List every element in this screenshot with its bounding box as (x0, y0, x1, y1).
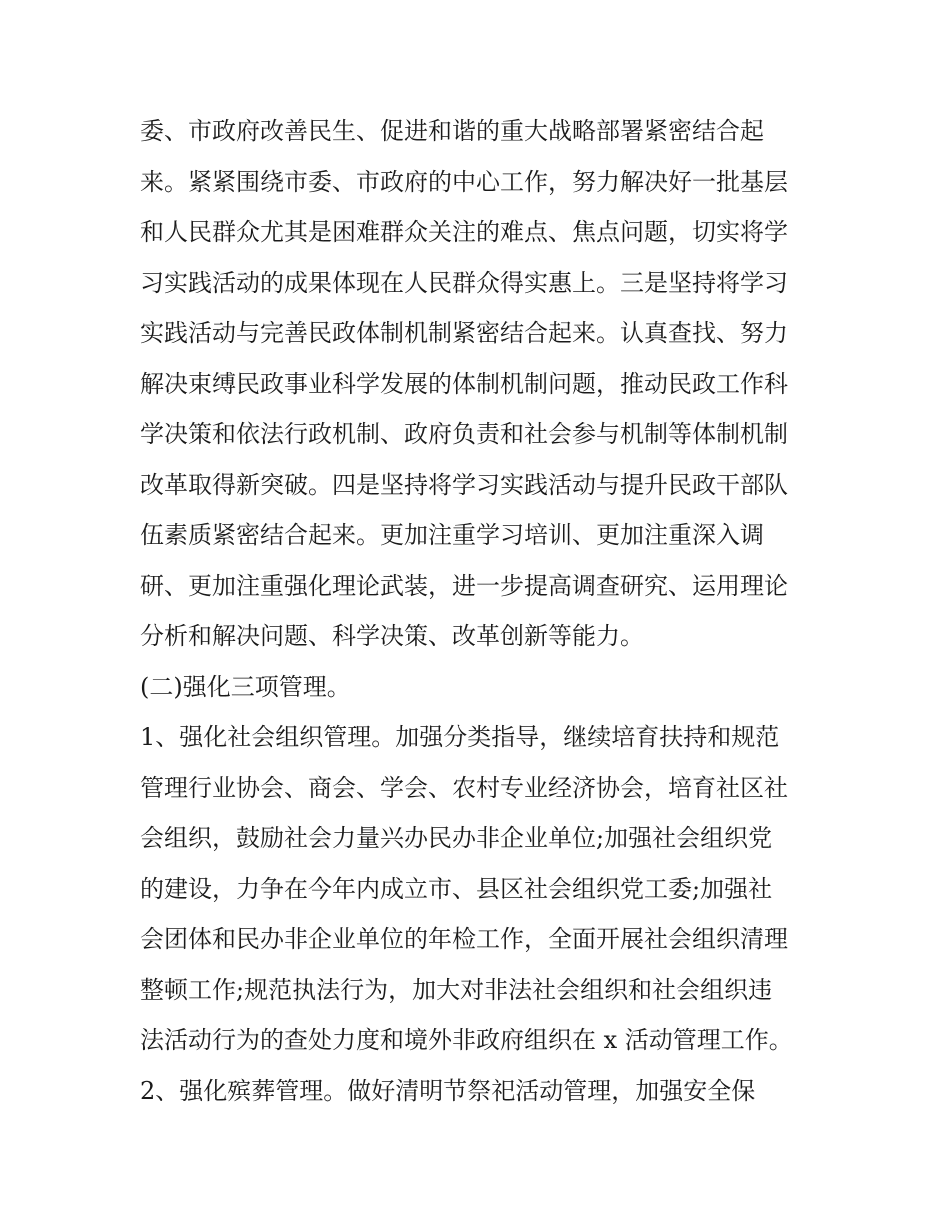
text-line: 习实践活动的成果体现在人民群众得实惠上。三是坚持将学习 (140, 268, 788, 297)
text-line: 会团体和民办非企业单位的年检工作，全面开展社会组织清理 (140, 925, 788, 953)
section-heading: (二)强化三项管理。 (140, 672, 351, 701)
text-line: 分析和解决问题、科学决策、改革创新等能力。 (140, 622, 644, 650)
text-line: 来。紧紧围绕市委、市政府的中心工作，努力解决好一批基层 (140, 167, 788, 196)
text-line: 2、强化殡葬管理。做好清明节祭祀活动管理，加强安全保 (140, 1076, 756, 1105)
body-text (140, 106, 830, 1116)
text-line: 委、市政府改善民生、促进和谐的重大战略部署紧密结合起 (140, 117, 764, 145)
text-line: 的建设，力争在今年内成立市、县区社会组织党工委;加强社 (140, 874, 773, 903)
text-line: 研、更加注重强化理论武装，进一步提高调查研究、运用理论 (140, 571, 788, 600)
text-line: 实践活动与完善民政体制机制紧密结合起来。认真查找、努力 (140, 319, 788, 347)
text-line: 伍素质紧密结合起来。更加注重学习培训、更加注重深入调 (140, 521, 764, 549)
text-line: 解决束缚民政事业科学发展的体制机制问题，推动民政工作科 (140, 369, 788, 398)
text-line: 会组织，鼓励社会力量兴办民办非企业单位;加强社会组织党 (140, 824, 773, 852)
text-line: 改革取得新突破。四是坚持将学习实践活动与提升民政干部队 (140, 470, 788, 499)
text-line: 和人民群众尤其是困难群众关注的难点、焦点问题，切实将学 (140, 218, 788, 246)
text-line: 1、强化社会组织管理。加强分类指导，继续培育扶持和规范 (140, 723, 780, 751)
text-line: 学决策和依法行政机制、政府负责和社会参与机制等体制机制 (140, 420, 788, 448)
text-line: 法活动行为的查处力度和境外非政府组织在 x 活动管理工作。 (140, 1026, 793, 1054)
text-line: 整顿工作;规范执法行为，加大对非法社会组织和社会组织违 (140, 975, 773, 1004)
text-line: 管理行业协会、商会、学会、农村专业经济协会，培育社区社 (140, 773, 788, 802)
